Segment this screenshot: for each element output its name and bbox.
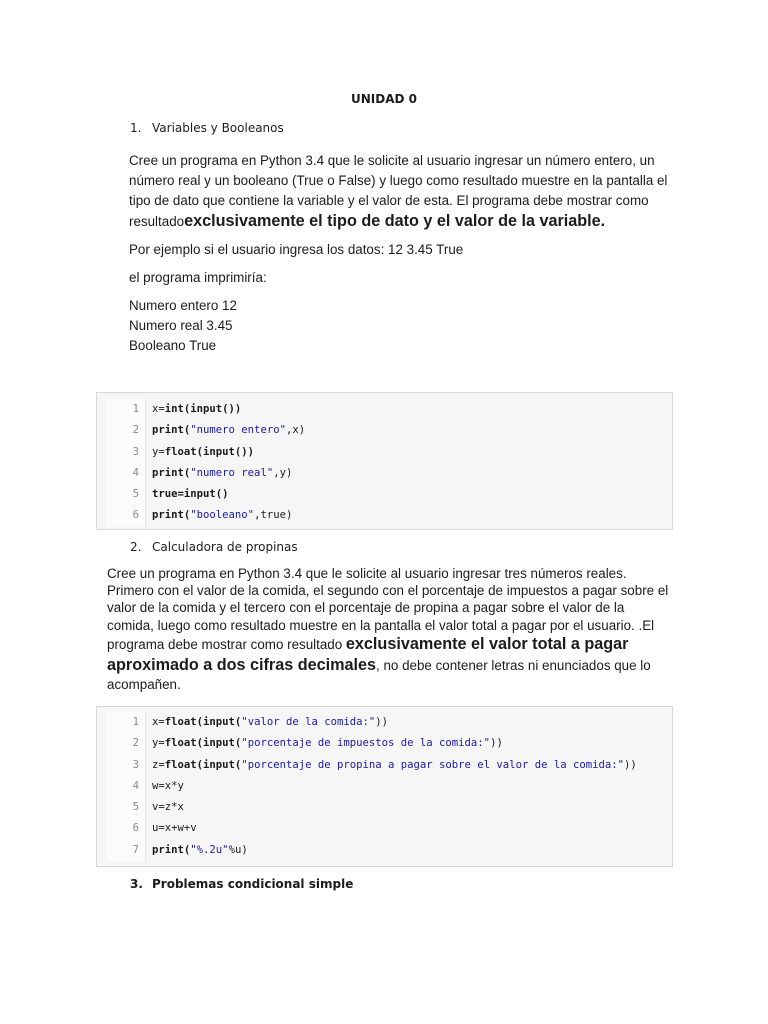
code-block-2 bbox=[96, 706, 673, 867]
code-text: x= bbox=[152, 716, 165, 728]
code-text: ,true) bbox=[254, 509, 293, 522]
code-line bbox=[97, 505, 672, 526]
line-number: 4 bbox=[107, 776, 146, 797]
code-text: )) bbox=[624, 758, 637, 771]
line-number: 3 bbox=[107, 442, 146, 463]
section-3-heading bbox=[130, 877, 353, 891]
line-number: 5 bbox=[107, 797, 146, 818]
code-text: z= bbox=[152, 758, 165, 771]
paragraph-text: resultado bbox=[129, 214, 185, 229]
code-line bbox=[97, 442, 672, 463]
code-line bbox=[97, 797, 672, 818]
line-number: 6 bbox=[107, 818, 146, 839]
paragraph-line: Primero con el valor de la comida, el segundo con el porcentaje de impuestos a pagar sobre el bbox=[107, 583, 669, 599]
output-intro: el programa imprimiría: bbox=[129, 270, 267, 285]
section-1-paragraph bbox=[129, 151, 669, 232]
code-text: v=z*x bbox=[152, 801, 184, 814]
code-text: u=x+w+v bbox=[152, 822, 197, 835]
paragraph-line: comida, luego como resultado muestre en la pantalla el valor total a pagar por el usuario. .El bbox=[107, 617, 655, 633]
code-text: %u) bbox=[228, 843, 248, 856]
example-intro: Por ejemplo si el usuario ingresa los datos: 12 3.45 True bbox=[129, 242, 464, 257]
code-function: true=input() bbox=[152, 488, 229, 501]
code-line bbox=[97, 840, 672, 861]
document-title: UNIDAD 0 bbox=[351, 92, 417, 106]
paragraph-line bbox=[107, 655, 669, 676]
code-line bbox=[97, 484, 672, 505]
line-number: 1 bbox=[107, 399, 146, 420]
code-text: )) bbox=[490, 737, 503, 750]
section-title: Problemas condicional simple bbox=[152, 877, 354, 891]
code-string: "numero entero" bbox=[190, 424, 286, 437]
paragraph-emphasis: aproximado a dos cifras decimales bbox=[107, 655, 377, 674]
code-string: "booleano" bbox=[190, 509, 255, 522]
paragraph-emphasis: exclusivamente el valor total a pagar bbox=[345, 634, 629, 653]
example-output bbox=[129, 296, 237, 356]
code-string: "%.2u" bbox=[190, 843, 229, 856]
code-line bbox=[97, 420, 672, 441]
code-block-1 bbox=[96, 392, 673, 530]
code-function: int(input()) bbox=[164, 403, 242, 415]
code-line bbox=[97, 818, 672, 839]
paragraph-line: Cree un programa en Python 3.4 que le solicite al usuario ingresar tres números reales. bbox=[107, 566, 627, 581]
section-number: 1. bbox=[130, 121, 142, 135]
paragraph-line bbox=[107, 634, 669, 655]
line-number: 3 bbox=[107, 755, 146, 776]
paragraph-text: programa debe mostrar como resultado bbox=[107, 636, 346, 652]
code-text: w=x*y bbox=[152, 779, 184, 792]
code-string: "valor de la comida:" bbox=[241, 716, 376, 728]
code-text: ,x) bbox=[285, 424, 306, 437]
section-2-heading bbox=[130, 540, 298, 554]
code-text: y= bbox=[152, 445, 165, 458]
code-function: print( bbox=[152, 424, 191, 437]
code-function: print( bbox=[152, 843, 191, 856]
section-number: 3. bbox=[130, 877, 143, 891]
line-number: 4 bbox=[107, 463, 146, 484]
code-function: float(input( bbox=[164, 716, 242, 728]
paragraph-emphasis: exclusivamente el tipo de dato y el valor de la variable. bbox=[184, 212, 606, 230]
code-string: "numero real" bbox=[190, 466, 274, 479]
line-number: 2 bbox=[107, 420, 146, 441]
section-number: 2. bbox=[130, 540, 142, 554]
output-line: Booleano True bbox=[129, 338, 217, 353]
code-text: y= bbox=[152, 737, 165, 750]
code-line bbox=[97, 776, 672, 797]
paragraph-line: valor de la comida y el tercero con el porcentaje de propina a pagar sobre el valor de la bbox=[107, 600, 625, 616]
code-text: x= bbox=[152, 403, 165, 415]
code-line bbox=[97, 733, 672, 754]
code-function: print( bbox=[152, 466, 191, 479]
output-line: Numero entero 12 bbox=[129, 298, 237, 313]
paragraph-line: tipo de dato que contiene la variable y el valor de esta. El programa debe mostrar como bbox=[129, 193, 649, 208]
code-line bbox=[97, 712, 672, 733]
code-line bbox=[97, 463, 672, 484]
line-number: 1 bbox=[107, 712, 146, 733]
paragraph-line bbox=[129, 211, 669, 232]
paragraph-text: , no debe contener letras ni enunciados que lo bbox=[376, 657, 651, 673]
code-string: "porcentaje de propina a pagar sobre el valor de la comida:" bbox=[241, 758, 624, 771]
code-line bbox=[97, 399, 672, 420]
line-number: 7 bbox=[107, 840, 146, 861]
code-line bbox=[97, 755, 672, 776]
paragraph-line: número real y un booleano (True o False) y luego como resultado muestre en la pantalla el bbox=[129, 173, 668, 188]
output-line: Numero real 3.45 bbox=[129, 318, 233, 333]
paragraph-line: acompañen. bbox=[107, 676, 181, 692]
line-number: 5 bbox=[107, 484, 146, 505]
code-function: print( bbox=[152, 509, 191, 522]
section-1-heading bbox=[130, 121, 284, 135]
code-function: float(input( bbox=[164, 737, 242, 750]
paragraph-line: Cree un programa en Python 3.4 que le solicite al usuario ingresar un número entero, un bbox=[129, 153, 655, 168]
code-function: float(input()) bbox=[164, 445, 255, 458]
section-2-paragraph bbox=[107, 565, 669, 693]
code-text: ,y) bbox=[273, 466, 293, 479]
line-number: 6 bbox=[107, 505, 146, 526]
code-string: "porcentaje de impuestos de la comida:" bbox=[241, 737, 491, 750]
section-title: Variables y Booleanos bbox=[152, 121, 284, 135]
code-function: float(input( bbox=[164, 758, 242, 771]
code-text: )) bbox=[375, 716, 389, 728]
line-number: 2 bbox=[107, 733, 146, 754]
section-title: Calculadora de propinas bbox=[152, 540, 298, 554]
